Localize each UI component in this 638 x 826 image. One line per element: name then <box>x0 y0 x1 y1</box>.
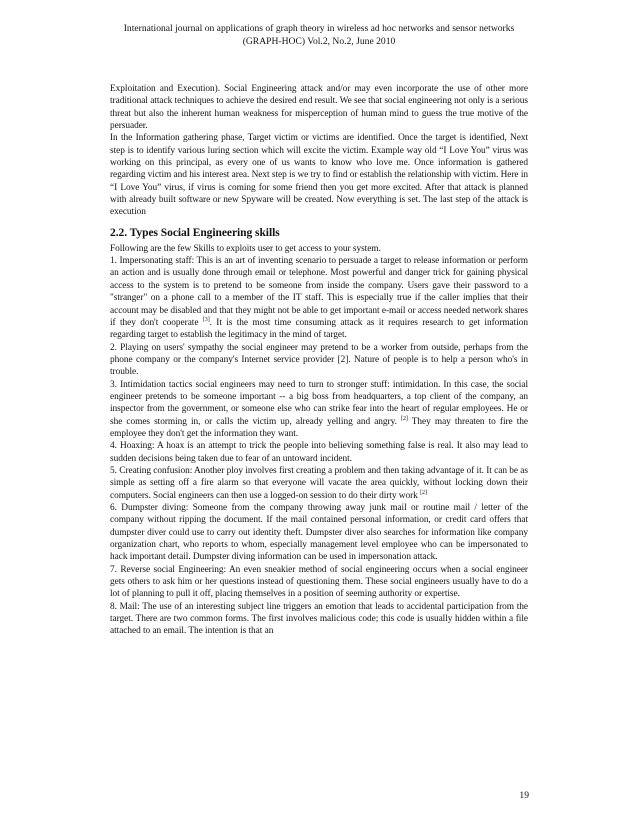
list-item <box>110 465 528 502</box>
body-text <box>110 83 528 638</box>
item-text: They may threaten to fire the employee they don't get the information they want. <box>110 416 529 439</box>
citation: [3] <box>202 316 210 323</box>
citation: [2] <box>420 489 427 496</box>
citation: [2] <box>401 415 408 422</box>
section-heading: 2.2. Types Social Engineering skills <box>110 226 280 239</box>
item-text: 1. Impersonating staff: This is an art of inventing scenario to persuade a target to release information or perform an action and is usually done through email or telephone. Most powerful and danger trick for gaining physical access to the system is to pretend to be someone from inside the company. Users gave their password to a "stranger" on a phone call to a member of the IT staff. This is especially true if the caller implies that their account may be disabled and that they might not be able to get important e-mail or access needed network shares if they don't cooperate <box>110 256 528 328</box>
page-number: 19 <box>519 790 529 801</box>
list-item: 6. Dumpster diving: Someone from the company throwing away junk mail or routine mail / letter of the company without ripping the document. If the mail contained personal information, or credit card offers that dumpster diver could use to carry out identity theft. Dumpster diver also searches for information like company organization chart, who reports to whom, especially management level employee who can be impersonated to hack important detail. Dumpster diving information can be used in impersonation attack. <box>110 503 528 563</box>
running-header <box>90 22 548 48</box>
list-item: 7. Reverse social Engineering: An even sneakier method of social engineering occurs when a social engineer gets others to ask him or her questions instead of questioning them. These social engineers usually have to do a lot of planning to pull it off, placing themselves in a position of seeming authority or expertise. <box>110 564 528 600</box>
paragraph: Following are the few Skills to exploits user to get access to your system. <box>110 243 381 254</box>
paragraph: Exploitation and Execution). Social Engineering attack and/or may even incorporate the use of other more traditional attack techniques to achieve the desired end result. We see that social engineering not only is a serious threat but also the inherent human weakness for misperception of human mind to guess the true motive of the persuader. <box>110 84 528 132</box>
item-text: 5. Creating confusion: Another ploy involves first creating a problem and then taking advantage of it. It can be as simple as setting off a fire alarm so that everyone will vacate the area quickly, without locking down their computers. Social engineers can then use a logged-on session to do their dirty work <box>110 465 528 501</box>
paragraph: In the Information gathering phase, Target victim or victims are identified. Once the target is identified, Next step is to identify various luring section which will excite the victim. Example way old “I Love You” virus was working on this principal, as every one of us wants to know who love me. Once information is gathered regarding victim and his interest area. Next step is we try to find or establish the relationship with victim. Here in “I Love You” virus, if virus is coming for some friend then you get more excited. After that attack is planned with already built software or new Spyware will be created. Now everything is set. The last step of the attack is execution <box>110 133 528 218</box>
list-item: 2. Playing on users' sympathy the social engineer may pretend to be a worker from outside, perhaps from the phone company or the company's Internet service provider [2]. Nature of people is to help a person who's in trouble. <box>110 342 528 378</box>
item-text: . It is the most time consuming attack as it requires research to get information regarding target to establish the legitimacy in the mind of target. <box>110 317 528 341</box>
list-item: 4. Hoaxing: A hoax is an attempt to trick the people into believing something false is real. It also may lead to sudden decisions being taken due to fear of an untoward incident. <box>110 441 528 464</box>
list-item <box>110 379 528 441</box>
item-text: 3. Intimidation tactics social engineers may need to turn to stronger stuff: intimidation. In this case, the social engineer pretends to be someone important -- a big boss from headquarters, a top client of the company, an inspector from the government, or someone else who can strike fear into the heart of regular employees. He or she comes storming in, or calls the victim up, already yelling and angry. <box>110 379 528 427</box>
journal-title: International journal on applications of graph theory in wireless ad hoc networks and sensor networks <box>123 23 515 34</box>
journal-issue: (GRAPH-HOC) Vol.2, No.2, June 2010 <box>242 36 396 47</box>
list-item <box>110 255 528 341</box>
list-item: 8. Mail: The use of an interesting subject line triggers an emotion that leads to accidental participation from the target. There are two common forms. The first involves malicious code; this code is usually hidden within a file attached to an email. The intention is that an <box>110 601 528 637</box>
